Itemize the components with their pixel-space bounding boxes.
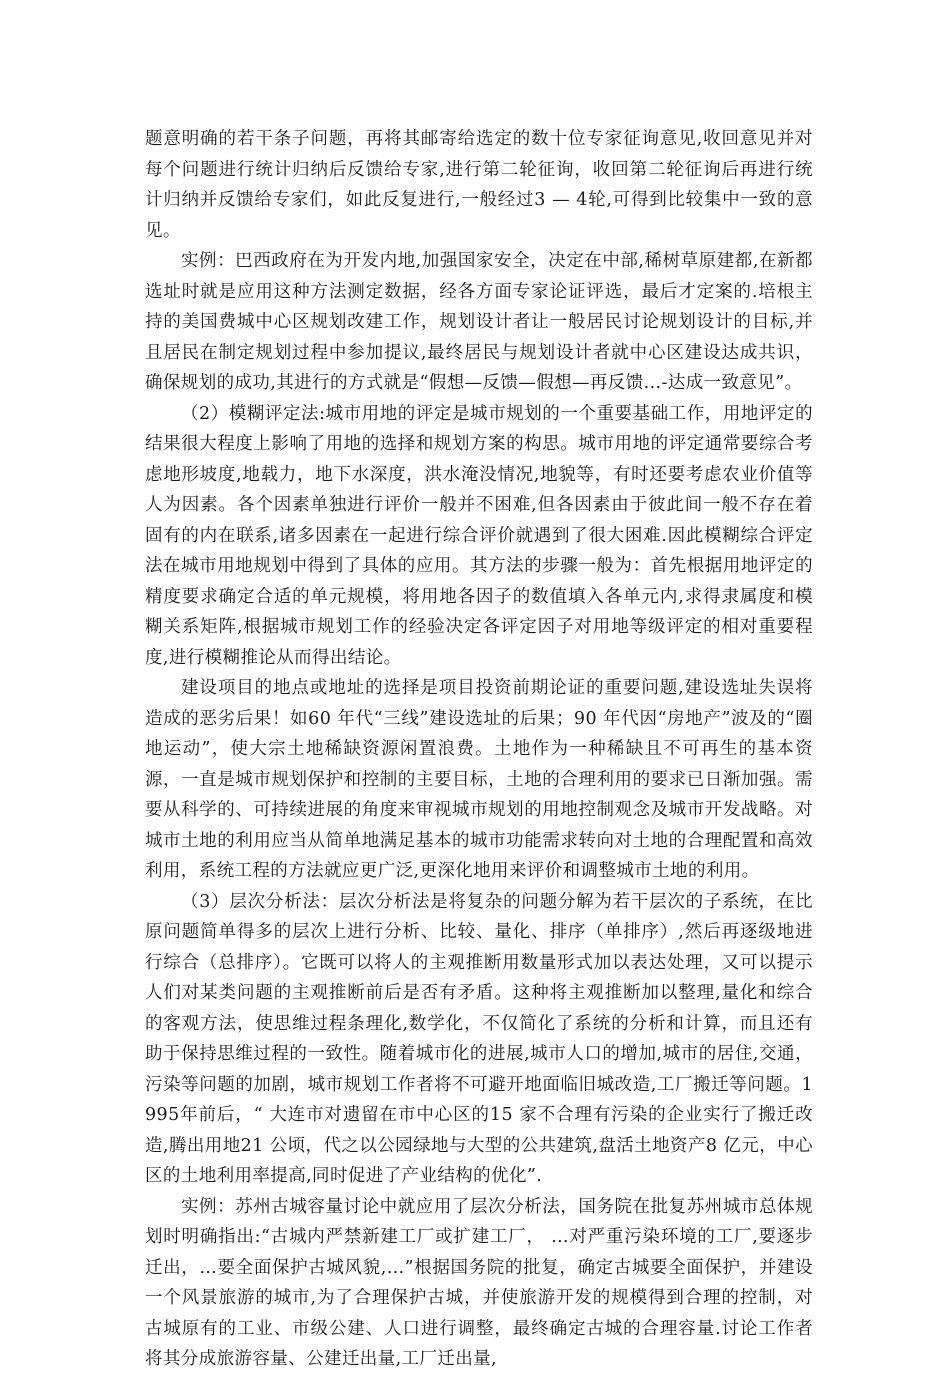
paragraph-delphi-method-continued: 题意明确的若干条子问题，再将其邮寄给选定的数十位专家征询意见,收回意见并对每个问题进行统计归纳后反馈给专家,进行第二轮征询，收回第二轮征询后再进行统计归纳并反馈给专家们，如此反复进行,一般经过3 — 4轮,可得到比较集中一致的意见。 <box>145 129 813 241</box>
document-page <box>145 124 813 1375</box>
paragraph-example-brasilia: 实例：巴西政府在为开发内地,加强国家安全，决定在中部,稀树草原建都,在新都选址时就是应用这种方法测定数据，经各方面专家论证评选，最后才定案的.培根主持的美国费城中心区规划改建工作，规划设计者让一般居民讨论规划设计的目标,并且居民在制定规划过程中参加提议,最终居民与规划设计者就中心区建设达成共识，确保规划的成功,其进行的方式就是“假想—反馈—假想—再反馈...-达成一致意见”。 <box>145 251 813 393</box>
paragraph-analytic-hierarchy: （3）层次分析法：层次分析法是将复杂的问题分解为若干层次的子系统，在比原问题简单得多的层次上进行分析、比较、量化、排序（单排序）,然后再逐级地进行综合（总排序）。它既可以将人的主观推断用数量形式加以表达处理，又可以提示人们对某类问题的主观推断前后是否有矛盾。这种将主观推断加以整理,量化和综合的客观方法，使思维过程条理化,数学化，不仅简化了系统的分析和计算，而且还有助于保持思维过程的一致性。随着城市化的进展,城市人口的增加,城市的居住,交通，污染等问题的加剧，城市规划工作者将不可避开地面临旧城改造,工厂搬迁等问题。1995年前后，“ 大连市对遗留在市中心区的15 家不合理有污染的企业实行了搬迁改造,腾出用地21 公顷，代之以公园绿地与大型的公共建筑,盘活土地资产8 亿元，中心区的土地利用率提高,同时促进了产业结构的优化”. <box>145 891 813 1186</box>
paragraph-example-suzhou: 实例：苏州古城容量讨论中就应用了层次分析法，国务院在批复苏州城市总体规划时明确指出:“古城内严禁新建工厂或扩建工厂， …对严重污染环境的工厂,要逐步迁出，…要全面保护古城风貌,…”根据国务院的批复，确定古城要全面保护，并建设一个风景旅游的城市,为了合理保护古城，并使旅游开发的规模得到合理的控制，对古城原有的工业、市级公建、人口进行调整，最终确定古城的合理容量.讨论工作者将其分成旅游容量、公建迁出量,工厂迁出量, <box>145 1196 813 1369</box>
paragraph-site-selection: 建设项目的地点或地址的选择是项目投资前期论证的重要问题,建设选址失误将造成的恶劣后果！如60 年代“三线”建设选址的后果；90 年代因“房地产”波及的“圈地运动”，使大宗土地稀缺资源闲置浪费。土地作为一种稀缺且不可再生的基本资源，一直是城市规划保护和控制的主要目标，土地的合理利用的要求已日渐加强。需要从科学的、可持续进展的角度来审视城市规划的用地控制观念及城市开发战略。对城市土地的利用应当从简单地满足基本的城市功能需求转向对土地的合理配置和高效利用，系统工程的方法就应更广泛,更深化地用来评价和调整城市土地的利用。 <box>145 678 813 881</box>
paragraph-fuzzy-evaluation: （2）模糊评定法:城市用地的评定是城市规划的一个重要基础工作，用地评定的结果很大程度上影响了用地的选择和规划方案的构思。城市用地的评定通常要综合考虑地形坡度,地载力，地下水深度，洪水淹没情况,地貌等，有时还要考虑农业价值等人为因素。各个因素单独进行评价一般并不困难,但各因素由于彼此间一般不存在着固有的内在联系,诸多因素在一起进行综合评价就遇到了很大困难.因此模糊综合评定法在城市用地规划中得到了具体的应用。其方法的步骤一般为：首先根据用地评定的精度要求确定合适的单元规模，将用地各因子的数值填入各单元内,求得隶属度和模糊关系矩阵,根据城市规划工作的经验决定各评定因子对用地等级评定的相对重要程度,进行模糊推论从而得出结论。 <box>145 403 813 668</box>
